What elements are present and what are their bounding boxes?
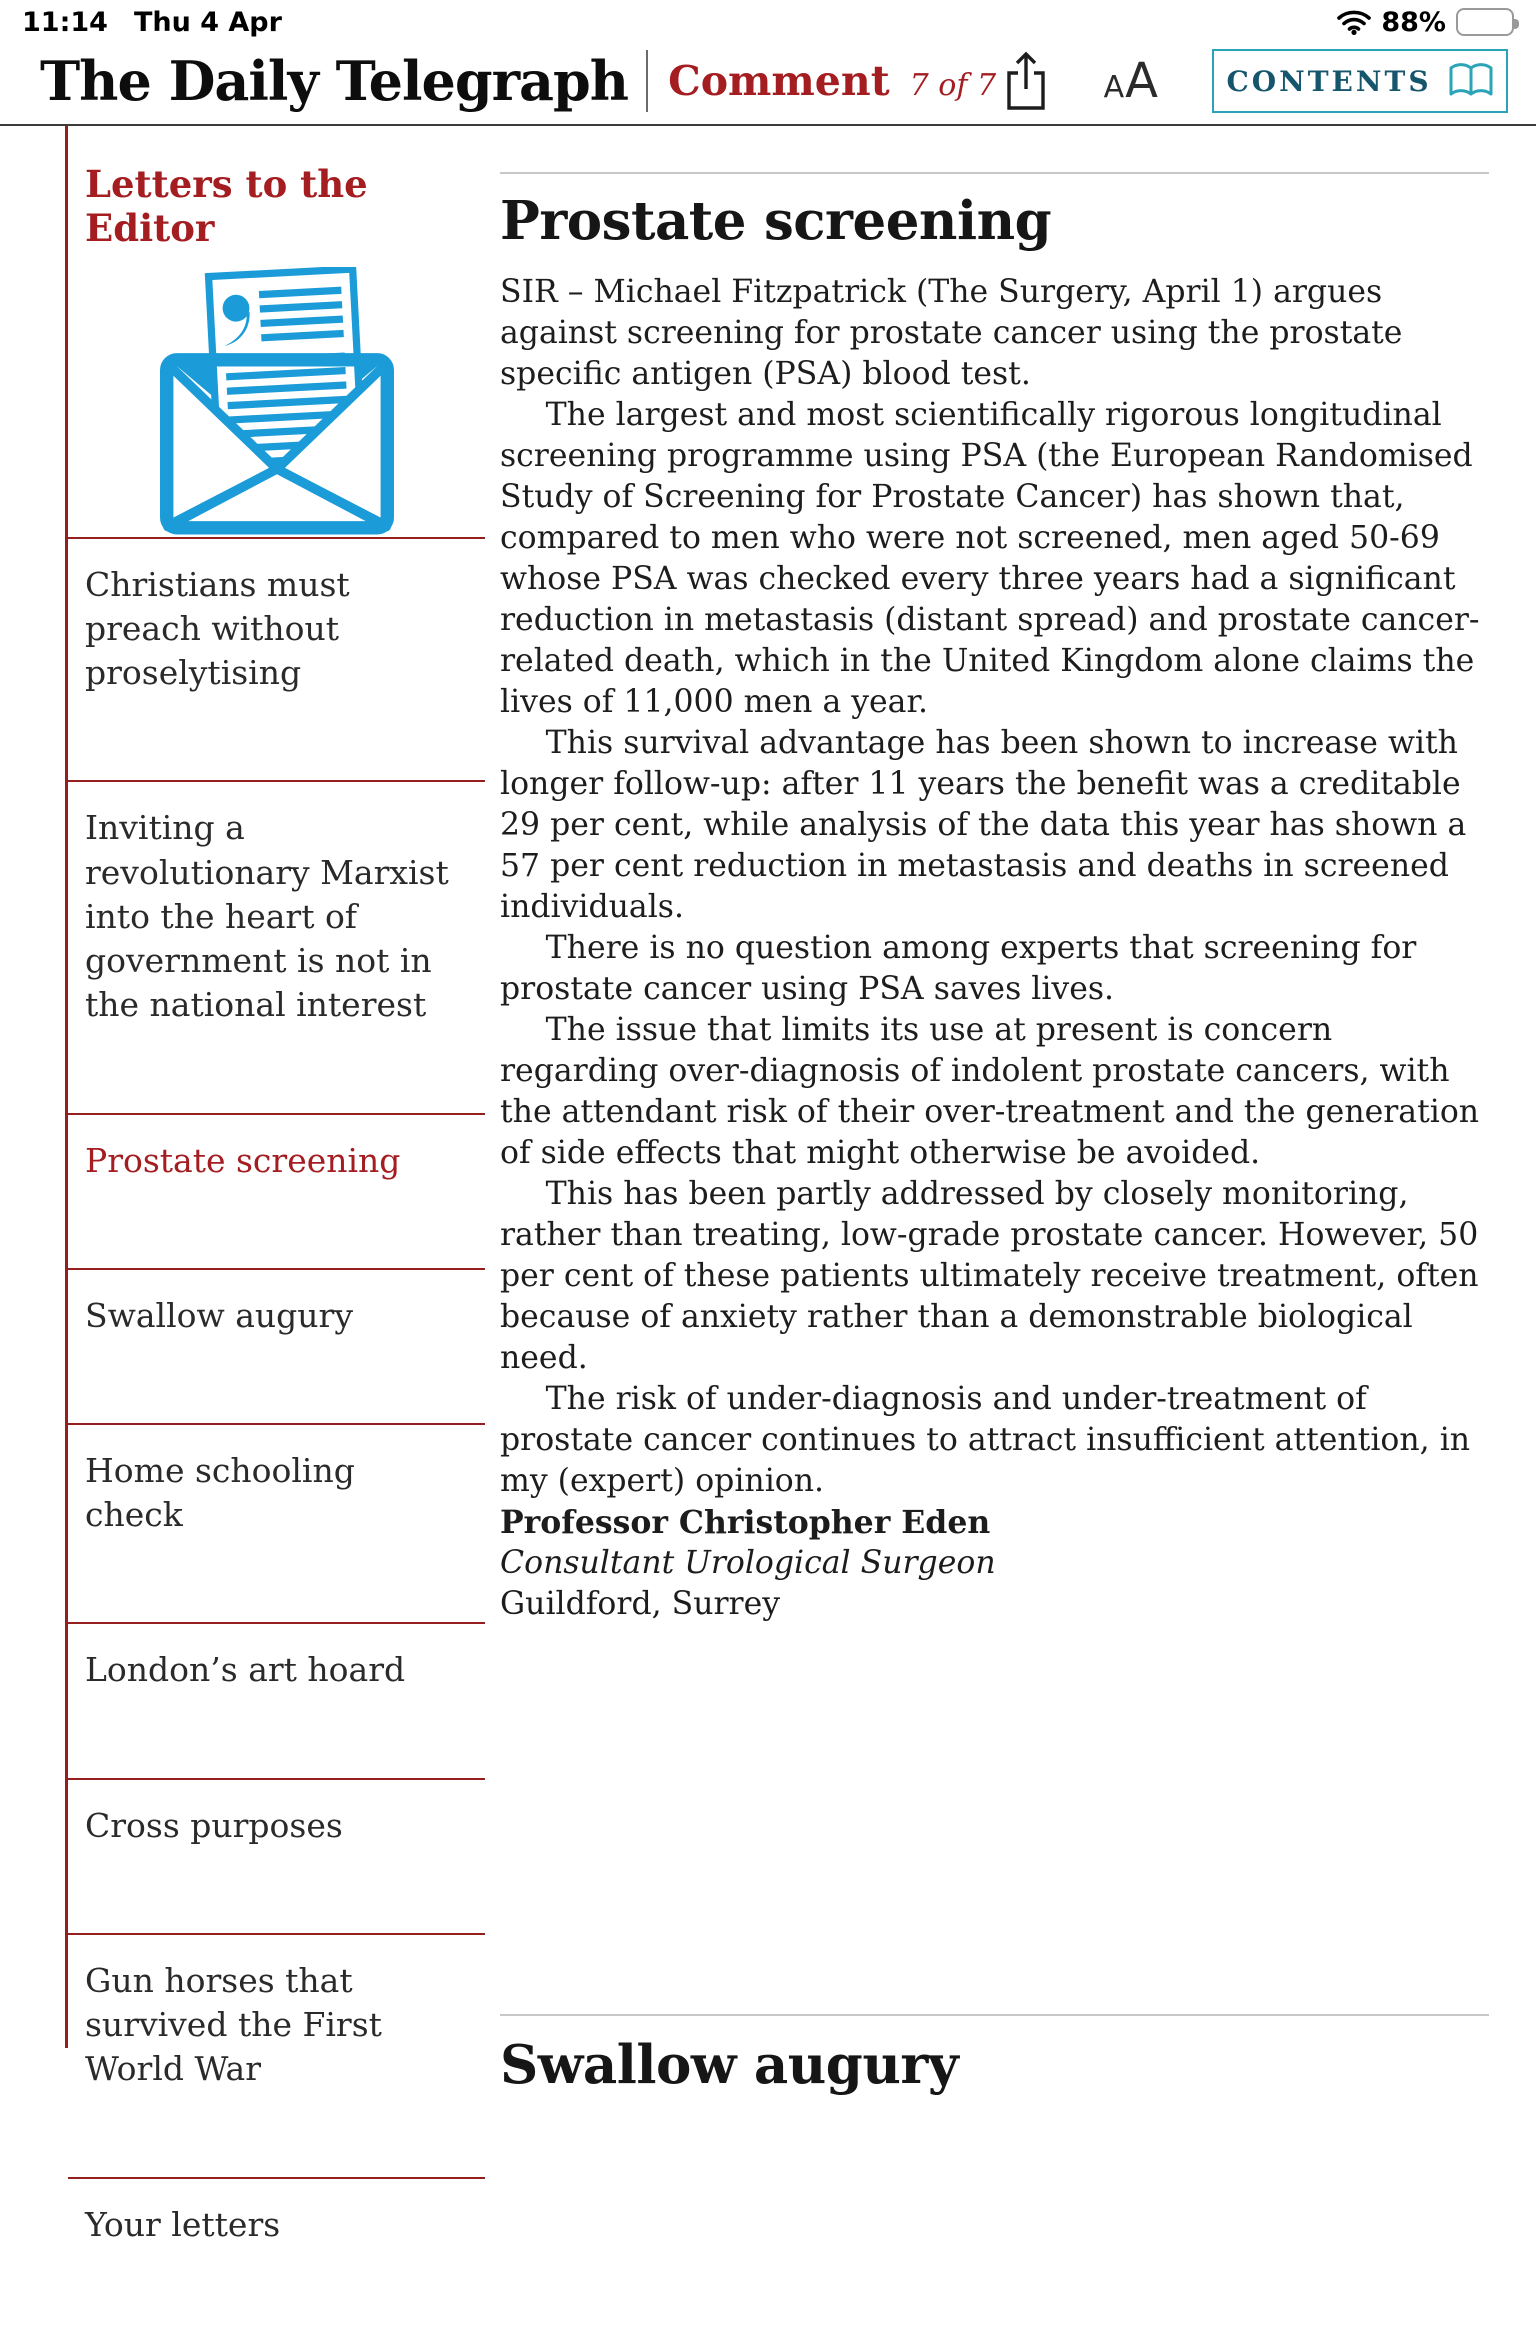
header-divider — [646, 50, 648, 112]
contents-button-label: CONTENTS — [1226, 64, 1432, 98]
article-paragraph: There is no question among experts that screening for prostate cancer using PSA saves lives. — [500, 930, 1417, 1007]
battery-percent: 88% — [1381, 6, 1446, 38]
sidebar-item-prostate-screening[interactable]: Prostate screening — [68, 1113, 485, 1268]
next-section-rule — [500, 2014, 1489, 2016]
article-paragraph: The issue that limits its use at present is concern regarding over-diagnosis of indolent prostate cancers, with the attendant risk of their over-treatment and the generation of side effects that might otherwise be avoided. — [500, 1012, 1480, 1171]
app-header — [0, 38, 1536, 126]
letters-list — [68, 537, 485, 2332]
text-size-button[interactable]: A A — [1103, 53, 1158, 109]
ios-share-icon — [1002, 51, 1050, 111]
sidebar-item-cross-purposes[interactable]: Cross purposes — [68, 1778, 485, 1933]
article-paragraph: The largest and most scientifically rigorous longitudinal screening programme using PSA (the European Randomised Study of Screening for Prostate Cancer) has shown that, compared to men who were not screened, men aged 50-69 whose PSA was checked every three years had a significant reduction in metastasis (distant spread) and prostate cancer-related death, which in the United Kingdom alone claims the lives of 11,000 men a year. — [500, 397, 1480, 720]
next-section — [500, 2014, 1489, 2096]
letters-sidebar — [65, 126, 485, 2244]
share-button[interactable] — [1002, 51, 1050, 111]
text-size-icon: A — [1103, 70, 1125, 105]
article-title: Prostate screening — [500, 190, 1052, 252]
article — [500, 126, 1489, 2048]
sidebar-item-gun-horses[interactable]: Gun horses that survived the First World War — [68, 1933, 485, 2177]
sidebar-title: Letters to the Editor — [85, 162, 368, 251]
sidebar-item-christians-preach[interactable]: Christians must preach without proselytising — [68, 537, 485, 781]
open-letter-envelope-icon — [153, 267, 401, 535]
contents-button[interactable] — [1212, 49, 1508, 113]
article-top-rule — [500, 172, 1489, 174]
signature-role: Consultant Urological Surgeon — [500, 1545, 996, 1581]
status-bar — [0, 0, 1536, 38]
sidebar-item-home-schooling[interactable]: Home schooling check — [68, 1423, 485, 1622]
sidebar-item-revolutionary-marxist[interactable]: Inviting a revolutionary Marxist into the heart of government is not in the national interest — [68, 780, 485, 1112]
battery-icon — [1456, 8, 1514, 36]
wifi-icon — [1337, 9, 1371, 35]
article-body — [500, 272, 1489, 1625]
status-date: Thu 4 Apr — [133, 6, 282, 38]
sidebar-item-londons-art-hoard[interactable]: London’s art hoard — [68, 1622, 485, 1777]
article-paragraph: The risk of under-diagnosis and under-treatment of prostate cancer continues to attract insufficient attention, in my (expert) opinion. — [500, 1381, 1471, 1499]
article-paragraph: This survival advantage has been shown to increase with longer follow-up: after 11 years the benefit was a creditable 29 per cent, while analysis of the data this year has shown a 57 per cent reduction in metastasis and deaths in screened individuals. — [500, 725, 1467, 925]
next-section-title: Swallow augury — [500, 2034, 959, 2096]
masthead-logo: The Daily Telegraph — [40, 49, 629, 113]
article-paragraph: This has been partly addressed by closely monitoring, rather than treating, low-grade prostate cancer. However, 50 per cent of these patients ultimately receive treatment, often because of anxiety rather than a demonstrable biological need. — [500, 1176, 1479, 1376]
sidebar-item-your-letters[interactable]: Your letters — [68, 2177, 485, 2332]
open-book-icon — [1448, 62, 1494, 100]
signature-location: Guildford, Surrey — [500, 1586, 781, 1622]
page-indicator: 7 of 7 — [909, 67, 997, 103]
clock: 11:14 — [22, 6, 108, 38]
sidebar-item-swallow-augury[interactable]: Swallow augury — [68, 1268, 485, 1423]
section-title: Comment — [668, 57, 890, 105]
article-paragraph: SIR – Michael Fitzpatrick (The Surgery, April 1) argues against screening for prostate cancer using the prostate specific antigen (PSA) blood test. — [500, 274, 1403, 392]
signature-name: Professor Christopher Eden — [500, 1504, 991, 1541]
